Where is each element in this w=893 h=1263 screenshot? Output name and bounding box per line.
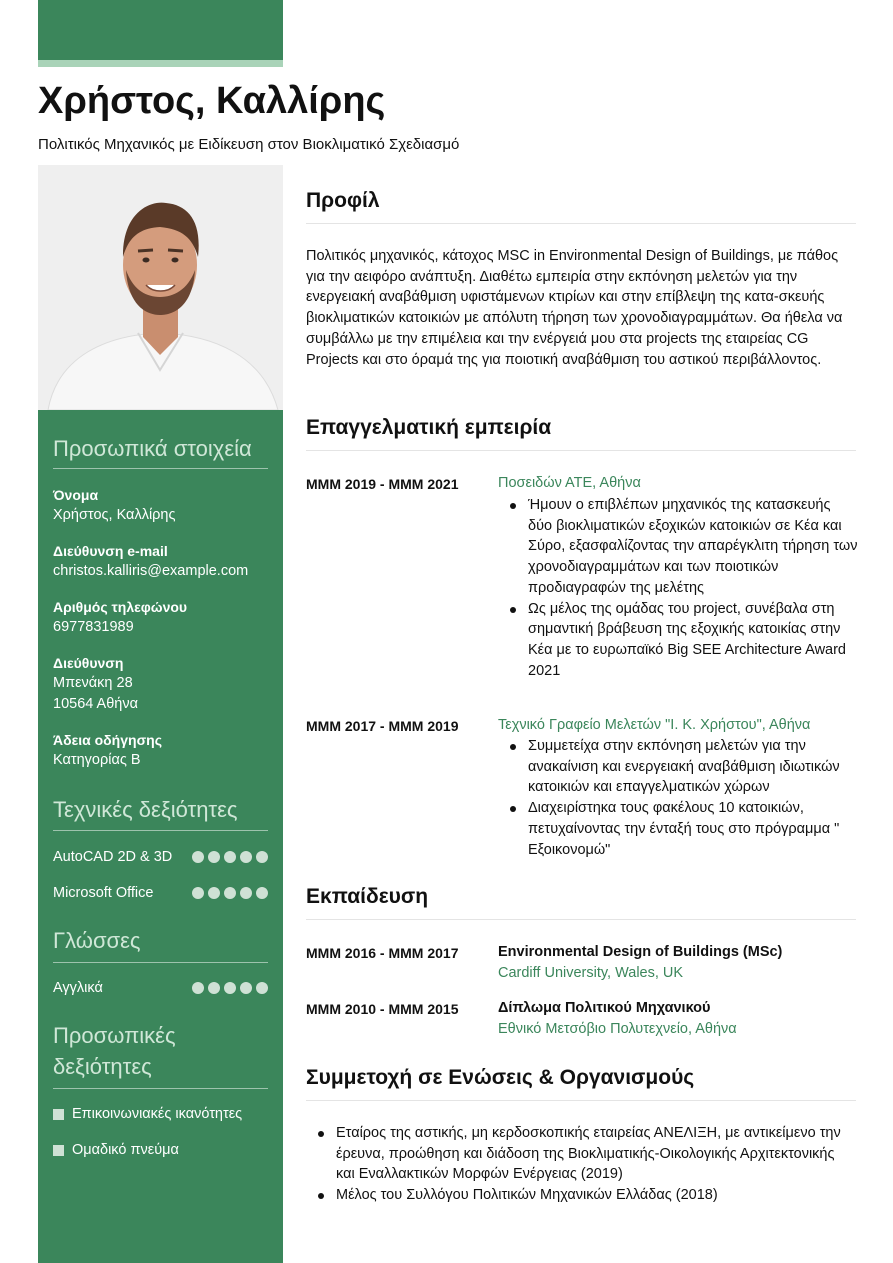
languages-heading: Γλώσσες (53, 928, 141, 953)
divider (53, 1088, 268, 1089)
list-item: Συμμετείχα στην εκπόνηση μελετών για την ανακαίνιση και ενεργειακή αναβάθμιση ιδιωτικών κατοικιών και επαγγελματικών χώρων (498, 736, 858, 798)
language-rating (192, 982, 268, 994)
rating-dot (224, 887, 236, 899)
divider (53, 962, 268, 963)
job-responsibilities (498, 736, 858, 860)
edu-degree: Environmental Design of Buildings (MSc) (498, 944, 783, 960)
name-label: Όνομα (53, 487, 99, 503)
divider (53, 830, 268, 831)
job-employer: Ποσειδών ΑΤΕ, Αθήνα (498, 475, 641, 491)
candidate-title: Πολιτικός Μηχανικός με Ειδίκευση στον Βιοκλιματικό Σχεδιασμό (38, 136, 460, 153)
job-responsibilities (498, 495, 858, 681)
edu-degree: Δίπλωμα Πολιτικού Μηχανικού (498, 1000, 711, 1016)
job-employer: Τεχνικό Γραφείο Μελετών "Ι. Κ. Χρήστου", Αθήνα (498, 717, 811, 733)
profile-heading: Προφίλ (306, 189, 380, 212)
rating-dot (224, 982, 236, 994)
rating-dot (208, 851, 220, 863)
divider (306, 223, 856, 224)
rating-dot (240, 851, 252, 863)
address-street: Μπενάκη 28 (53, 675, 133, 691)
experience-heading: Επαγγελματική εμπειρία (306, 416, 552, 439)
list-item: Ήμουν ο επιβλέπων μηχανικός της κατασκευής δύο βιοκλιματικών εξοχικών κατοικιών σε Κέα και Σύρο, εξασφαλίζοντας την απαρέγκλιτη τήρηση των χρονοδιαγραμμάτων και των ποιοτικών προδιαγραφών της μελέτης (498, 495, 858, 599)
list-item: Διαχειρίστηκα τους φακέλους 10 κατοικιών, πετυχαίνοντας την ένταξή τους στο πρόγραμμα " Εξοικονομώ" (498, 798, 858, 860)
license-label: Άδεια οδήγησης (53, 732, 162, 748)
email-value[interactable]: christos.kalliris@example.com (53, 563, 249, 579)
address-city: 10564 Αθήνα (53, 696, 138, 712)
edu-dates: MMM 2010 - MMM 2015 (306, 1001, 459, 1017)
rating-dot (208, 887, 220, 899)
rating-dot (192, 887, 204, 899)
rating-dot (256, 982, 268, 994)
sidebar (38, 410, 283, 1263)
divider (306, 1100, 856, 1101)
rating-dot (256, 887, 268, 899)
profile-summary: Πολιτικός μηχανικός, κάτοχος MSC in Environmental Design of Buildings, με πάθος για την αειφόρο ανάπτυξη. Διαθέτω εμπειρία στην εκπόνηση μελετών για την ενεργειακή αναβάθμιση υφιστάμενων κτιρίων και στην επίβλεψη της κατα-σκευής βιοκλιματικών κατοικιών με απόλυτη τήρηση των χρονοδιαγραμμάτων. Θα ήθελα να συμβάλλω με την επιμέλεια και την ενέργειά μου στα projects της εταιρείας CG Projects και στο όραμά της για ποιοτική αναβάθμιση του αστικού περιβάλλοντος. (306, 248, 843, 368)
divider (306, 450, 856, 451)
phone-value[interactable]: 6977831989 (53, 619, 134, 635)
associations-list (306, 1123, 856, 1206)
soft-skills-heading: Προσωπικές (53, 1023, 176, 1048)
phone-label: Αριθμός τηλεφώνου (53, 599, 188, 615)
name-value: Χρήστος, Καλλίρης (53, 507, 176, 523)
header-accent-bar (38, 0, 283, 60)
rating-dot (208, 982, 220, 994)
language-row (53, 978, 268, 998)
skill-rating (192, 851, 268, 863)
associations-heading: Συμμετοχή σε Ενώσεις & Οργανισμούς (306, 1066, 695, 1089)
soft-skill: Ομαδικό πνεύμα (72, 1142, 179, 1158)
square-bullet-icon (53, 1145, 64, 1156)
skill-name: AutoCAD 2D & 3D (53, 849, 173, 865)
list-item: Ως μέλος της ομάδας του project, συνέβαλα στη σημαντική βράβευση της εξοχικής κατοικίας στην Κέα με το ευρωπαϊκό Big SEE Architecture Award 2021 (498, 599, 858, 682)
skill-row (53, 847, 268, 867)
job-dates: MMM 2017 - MMM 2019 (306, 718, 459, 734)
skill-row (53, 883, 268, 903)
edu-school: Εθνικό Μετσόβιο Πολυτεχνείο, Αθήνα (498, 1021, 737, 1037)
header-accent-stripe (38, 60, 283, 67)
rating-dot (224, 851, 236, 863)
list-item: Μέλος του Συλλόγου Πολιτικών Μηχανικών Ελλάδας (2018) (306, 1185, 856, 1206)
square-bullet-icon (53, 1109, 64, 1120)
address-label: Διεύθυνση (53, 655, 124, 671)
soft-skills-heading-line2: δεξιότητες (53, 1054, 152, 1079)
rating-dot (256, 851, 268, 863)
rating-dot (240, 887, 252, 899)
divider (53, 468, 268, 469)
language-name: Αγγλικά (53, 980, 103, 996)
list-item: Εταίρος της αστικής, μη κερδοσκοπικής εταιρείας ΑΝΕΛΙΞΗ, με αντικείμενο την έρευνα, προώθηση και διάδοση της Βιοκλιματικής-Οικολογικής Αρχιτεκτονικής και Εναλλακτικών Μορφών Ενέργειας (2019) (306, 1123, 856, 1185)
candidate-name: Χρήστος, Καλλίρης (38, 80, 386, 122)
soft-skill: Επικοινωνιακές ικανότητες (72, 1106, 243, 1122)
license-value: Κατηγορίας Β (53, 752, 141, 768)
email-label: Διεύθυνση e-mail (53, 543, 168, 559)
rating-dot (192, 851, 204, 863)
profile-photo (38, 165, 283, 410)
edu-school: Cardiff University, Wales, UK (498, 965, 684, 981)
job-dates: MMM 2019 - MMM 2021 (306, 476, 459, 492)
edu-dates: MMM 2016 - MMM 2017 (306, 945, 459, 961)
personal-info-heading: Προσωπικά στοιχεία (53, 436, 252, 461)
skill-rating (192, 887, 268, 899)
rating-dot (192, 982, 204, 994)
tech-skills-heading: Τεχνικές δεξιότητες (53, 797, 238, 822)
education-heading: Εκπαίδευση (306, 885, 429, 908)
divider (306, 919, 856, 920)
rating-dot (240, 982, 252, 994)
skill-name: Microsoft Office (53, 885, 154, 901)
